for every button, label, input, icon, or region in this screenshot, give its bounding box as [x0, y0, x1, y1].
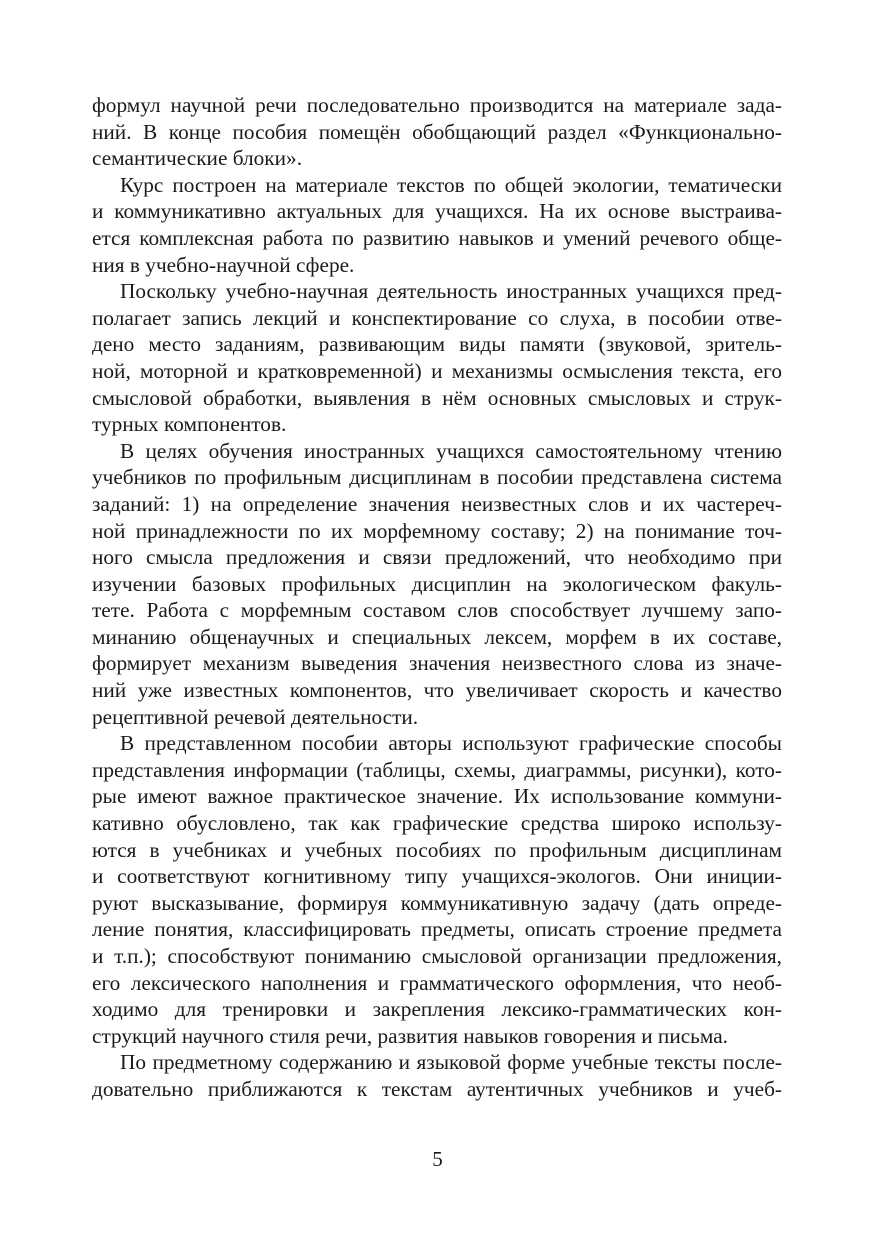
- text-line: По предметному содержанию и языковой форме учебные тексты после-: [120, 1050, 782, 1075]
- text-line: полагает запись лекций и конспектирование со слуха, в пособии отве-: [92, 305, 782, 330]
- text-line: ний уже известных компонентов, что увеличивает скорость и качество: [92, 678, 782, 703]
- text-line: кативно обусловлено, так как графические средства широко использу-: [92, 811, 782, 836]
- text-line: ния в учебно-научной сфере.: [92, 252, 355, 277]
- paragraph-2: [92, 172, 782, 278]
- text-line: тете. Работа с морфемным составом слов способствует лучшему запо-: [92, 598, 782, 623]
- text-line: турных компонентов.: [92, 412, 287, 437]
- text-line: учебников по профильным дисциплинам в пособии представлена система: [92, 465, 782, 490]
- text-line: Поскольку учебно-научная деятельность иностранных учащихся пред-: [120, 279, 782, 304]
- paragraph-5: [92, 730, 782, 1049]
- text-line: и т.п.); способствуют пониманию смысловой организации предложения,: [92, 944, 782, 968]
- text-line: рецептивной речевой деятельности.: [92, 704, 419, 729]
- text-line: изучении базовых профильных дисциплин на экологическом факуль-: [92, 571, 782, 596]
- text-line: рые имеют важное практическое значение. Их использование коммуни-: [92, 784, 782, 809]
- text-line: ление понятия, классифицировать предметы, описать строение предмета: [92, 917, 782, 942]
- paragraph-6: [92, 1049, 782, 1102]
- text-line: ходимо для тренировки и закрепления лексико-грамматических кон-: [92, 997, 782, 1022]
- text-line: ной, моторной и кратковременной) и механизмы осмысления текста, его: [92, 358, 782, 383]
- page-number: 5: [432, 1147, 443, 1171]
- text-line: минанию общенаучных и специальных лексем, морфем в их составе,: [92, 624, 782, 649]
- text-line: ется комплексная работа по развитию навыков и умений речевого обще-: [92, 225, 782, 250]
- text-line: довательно приближаются к текстам аутентичных учебников и учеб-: [92, 1076, 782, 1101]
- text-line: Курс построен на материале текстов по общей экологии, тематически: [120, 172, 782, 197]
- text-line: руют высказывание, формируя коммуникативную задачу (дать опреде-: [92, 890, 782, 915]
- text-line: заданий: 1) на определение значения неизвестных слов и их частереч-: [92, 491, 782, 516]
- text-line: его лексического наполнения и грамматического оформления, что необ-: [92, 970, 782, 995]
- text-line: формул научной речи последовательно производится на материале зада-: [92, 93, 782, 117]
- text-line: дено место заданиям, развивающим виды памяти (звуковой, зритель-: [92, 332, 782, 357]
- text-line: семантические блоки».: [92, 146, 303, 171]
- text-line: ний. В конце пособия помещён обобщающий раздел «Функционально-: [92, 119, 782, 144]
- text-line: и коммуникативно актуальных для учащихся. На их основе выстраива-: [92, 199, 782, 224]
- paragraph-3: [92, 278, 782, 438]
- page-body: [92, 92, 782, 1103]
- text-line: ного смысла предложения и связи предложений, что необходимо при: [92, 545, 782, 570]
- text-line: смысловой обработки, выявления в нём основных смысловых и струк-: [92, 385, 782, 410]
- text-line: представления информации (таблицы, схемы, диаграммы, рисунки), кото-: [92, 757, 782, 782]
- text-line: и соответствуют когнитивному типу учащихся-экологов. Они иниции-: [92, 864, 782, 889]
- text-line: ной принадлежности по их морфемному составу; 2) на понимание точ-: [92, 518, 782, 543]
- paragraph-4: [92, 438, 782, 731]
- text-line: формирует механизм выведения значения неизвестного слова из значе-: [92, 651, 782, 676]
- text-line: В представленном пособии авторы используют графические способы: [120, 731, 782, 756]
- text-line: струкций научного стиля речи, развития навыков говорения и письма.: [92, 1023, 728, 1048]
- paragraph-1: [92, 92, 782, 172]
- text-line: В целях обучения иностранных учащихся самостоятельному чтению: [120, 438, 782, 463]
- text-line: ются в учебниках и учебных пособиях по профильным дисциплинам: [92, 837, 782, 862]
